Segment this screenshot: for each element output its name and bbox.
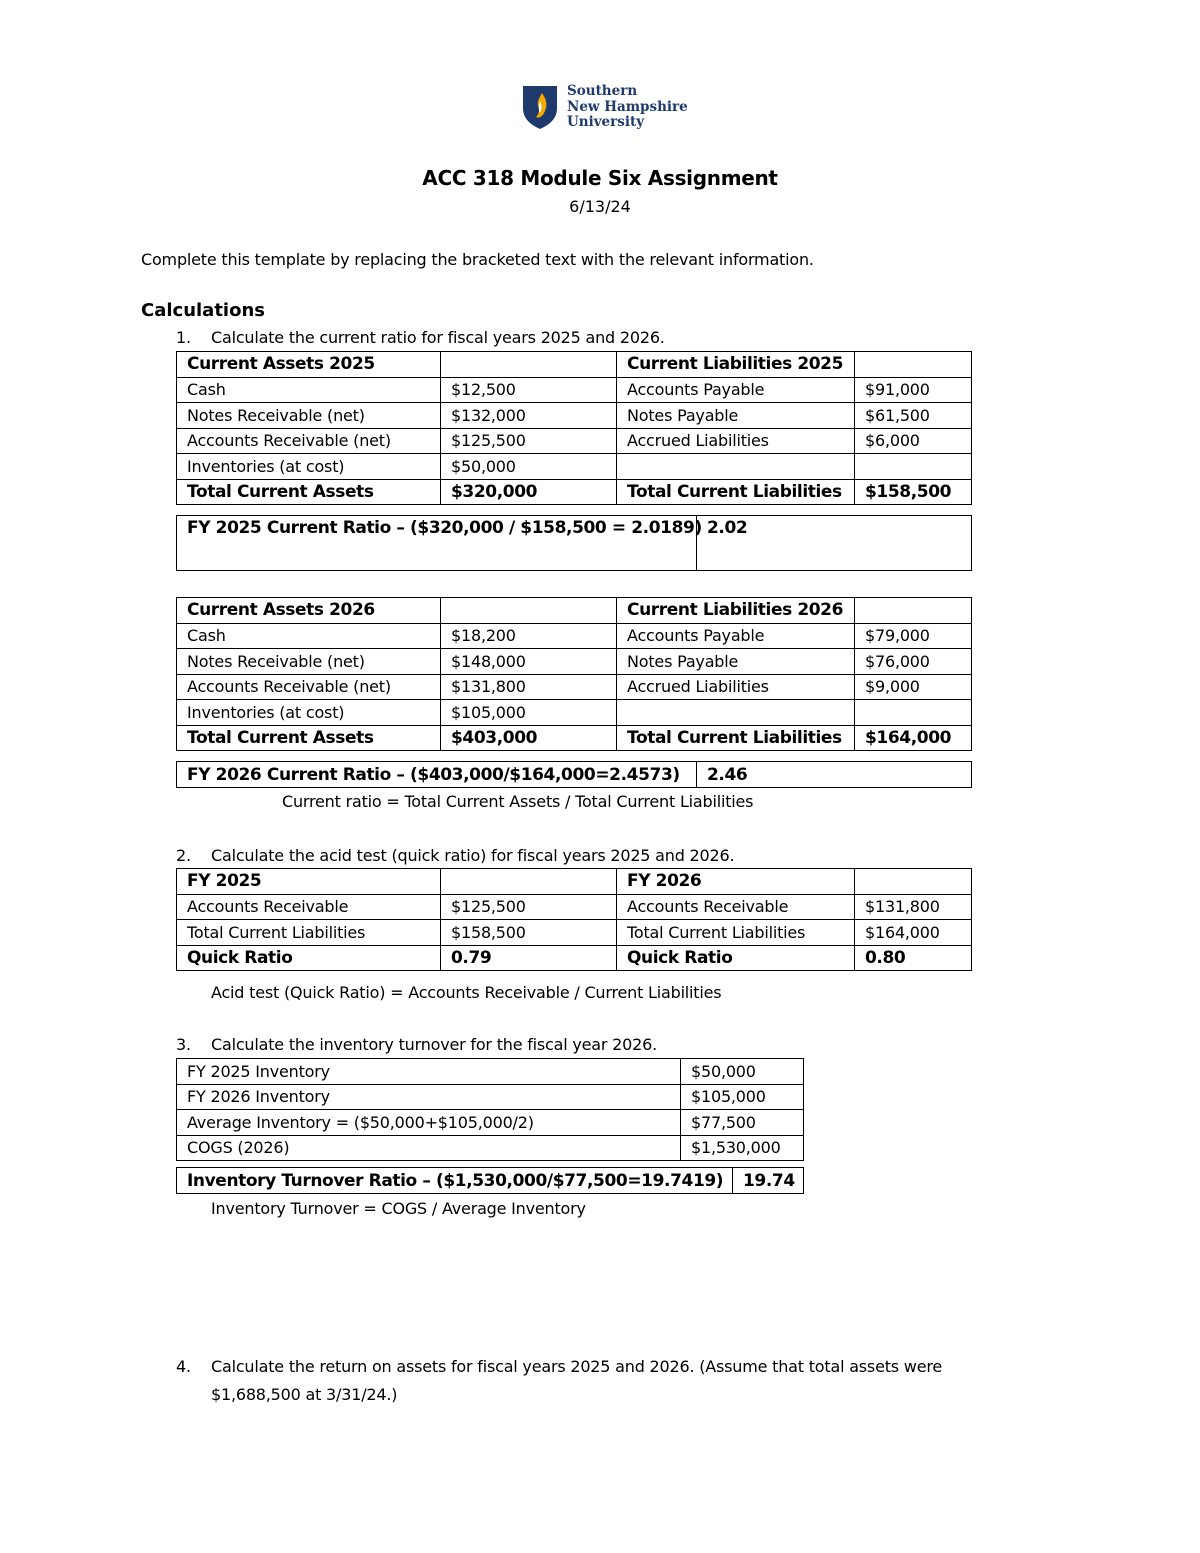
table-cell: Accounts Receivable (net) — [177, 428, 441, 454]
ratio-label: FY 2026 Current Ratio – ($403,000/$164,000=2.4573) — [177, 762, 697, 788]
question-4 — [176, 1353, 942, 1409]
table-cell: $131,800 — [441, 674, 617, 700]
table-cell: Quick Ratio — [177, 945, 441, 971]
table-cell: $131,800 — [855, 894, 972, 920]
question-1 — [176, 328, 665, 347]
table-cell: $9,000 — [855, 674, 972, 700]
table-cell: Total Current Assets — [177, 725, 441, 751]
question-text-continued: $1,688,500 at 3/31/24.) — [211, 1385, 398, 1404]
ratio-value: 2.46 — [697, 762, 972, 788]
question-number: 3. — [176, 1035, 191, 1054]
table-cell: Accrued Liabilities — [617, 674, 855, 700]
table-cell: $320,000 — [441, 479, 617, 505]
table-cell: $79,000 — [855, 623, 972, 649]
table-cell — [617, 454, 855, 480]
table-row — [177, 479, 972, 505]
table-cell: Current Liabilities 2025 — [617, 352, 855, 378]
table-cell: $91,000 — [855, 377, 972, 403]
table-cell: Inventories (at cost) — [177, 454, 441, 480]
university-logo — [521, 84, 688, 131]
table-cell: $18,200 — [441, 623, 617, 649]
table-cell: Notes Payable — [617, 649, 855, 675]
current-ratio-2026-result — [176, 761, 972, 788]
table-cell: Total Current Liabilities — [617, 479, 855, 505]
table-row — [177, 649, 972, 675]
table-cell: $132,000 — [441, 403, 617, 429]
table-cell: Total Current Liabilities — [617, 725, 855, 751]
question-text: Calculate the inventory turnover for the fiscal year 2026. — [211, 1035, 657, 1054]
document-date: 6/13/24 — [569, 197, 631, 216]
table-cell: $403,000 — [441, 725, 617, 751]
table-cell: 0.80 — [855, 945, 972, 971]
table-row — [177, 945, 972, 971]
table-cell: $6,000 — [855, 428, 972, 454]
question-number: 1. — [176, 328, 191, 347]
table-cell — [855, 869, 972, 895]
logo-line-3: University — [567, 114, 645, 130]
section-heading: Calculations — [141, 300, 265, 321]
ratio-value: 2.02 — [697, 516, 972, 571]
table-row — [177, 428, 972, 454]
table-row — [177, 454, 972, 480]
table-row — [177, 869, 972, 895]
table-row — [177, 700, 972, 726]
table-cell: Accounts Receivable — [617, 894, 855, 920]
quick-ratio-formula: Acid test (Quick Ratio) = Accounts Receivable / Current Liabilities — [211, 983, 722, 1002]
table-cell: $125,500 — [441, 428, 617, 454]
table-row — [177, 623, 972, 649]
table-cell: Total Current Assets — [177, 479, 441, 505]
ratio-label: FY 2025 Current Ratio – ($320,000 / $158,500 = 2.0189) — [177, 516, 697, 571]
table-row — [177, 674, 972, 700]
table-cell: $125,500 — [441, 894, 617, 920]
table-cell: $76,000 — [855, 649, 972, 675]
table-row — [177, 1084, 804, 1110]
table-row — [177, 1059, 804, 1085]
table-cell: $164,000 — [855, 725, 972, 751]
current-ratio-formula: Current ratio = Total Current Assets / Total Current Liabilities — [282, 792, 754, 811]
table-cell: COGS (2026) — [177, 1135, 681, 1161]
table-cell: FY 2026 — [617, 869, 855, 895]
table-cell — [855, 700, 972, 726]
table-cell: Total Current Liabilities — [617, 920, 855, 946]
table-cell: $61,500 — [855, 403, 972, 429]
table-cell: $1,530,000 — [681, 1135, 804, 1161]
table-cell: Accounts Receivable (net) — [177, 674, 441, 700]
document-title: ACC 318 Module Six Assignment — [422, 166, 778, 190]
table-cell: FY 2025 Inventory — [177, 1059, 681, 1085]
table-cell: $12,500 — [441, 377, 617, 403]
table-row — [177, 1135, 804, 1161]
table-row — [177, 516, 972, 571]
table-cell: Average Inventory = ($50,000+$105,000/2) — [177, 1110, 681, 1136]
ratio-label: Inventory Turnover Ratio – ($1,530,000/$77,500=19.7419) — [177, 1168, 733, 1194]
table-cell: $105,000 — [441, 700, 617, 726]
question-2 — [176, 846, 734, 865]
table-cell — [855, 352, 972, 378]
table-row — [177, 725, 972, 751]
table-cell: Current Liabilities 2026 — [617, 598, 855, 624]
table-row — [177, 920, 972, 946]
table-cell — [617, 700, 855, 726]
inventory-turnover-result — [176, 1167, 804, 1194]
table-cell — [855, 598, 972, 624]
table-cell: Notes Receivable (net) — [177, 403, 441, 429]
table-cell: $164,000 — [855, 920, 972, 946]
table-cell: $105,000 — [681, 1084, 804, 1110]
table-cell: Notes Payable — [617, 403, 855, 429]
shield-flame-icon — [521, 84, 559, 130]
table-cell — [855, 454, 972, 480]
table-cell: Cash — [177, 623, 441, 649]
table-cell: Accounts Payable — [617, 377, 855, 403]
table-cell: Notes Receivable (net) — [177, 649, 441, 675]
table-cell — [441, 869, 617, 895]
question-text: Calculate the acid test (quick ratio) for fiscal years 2025 and 2026. — [211, 846, 735, 865]
inventory-turnover-formula: Inventory Turnover = COGS / Average Inventory — [211, 1199, 586, 1218]
table-cell: Quick Ratio — [617, 945, 855, 971]
current-ratio-2026-table — [176, 597, 972, 751]
question-text: Calculate the return on assets for fiscal years 2025 and 2026. (Assume that total assets were — [211, 1357, 943, 1376]
question-text: Calculate the current ratio for fiscal years 2025 and 2026. — [211, 328, 665, 347]
table-row — [177, 1110, 804, 1136]
table-cell: $50,000 — [681, 1059, 804, 1085]
table-cell: FY 2026 Inventory — [177, 1084, 681, 1110]
table-cell: Cash — [177, 377, 441, 403]
table-cell — [441, 352, 617, 378]
current-ratio-2025-table — [176, 351, 972, 505]
table-row — [177, 598, 972, 624]
ratio-value: 19.74 — [733, 1168, 804, 1194]
instructions: Complete this template by replacing the bracketed text with the relevant information. — [141, 250, 814, 269]
table-cell: $158,500 — [855, 479, 972, 505]
table-cell — [441, 598, 617, 624]
logo-line-1: Southern — [567, 83, 638, 99]
table-cell: $148,000 — [441, 649, 617, 675]
table-row — [177, 762, 972, 788]
table-row — [177, 377, 972, 403]
current-ratio-2025-result — [176, 515, 972, 571]
table-cell: $158,500 — [441, 920, 617, 946]
question-number: 2. — [176, 846, 191, 865]
table-row — [177, 352, 972, 378]
table-cell: Accrued Liabilities — [617, 428, 855, 454]
table-cell: Current Assets 2026 — [177, 598, 441, 624]
table-row — [177, 403, 972, 429]
table-row — [177, 894, 972, 920]
logo-line-2: New Hampshire — [567, 98, 688, 115]
quick-ratio-table — [176, 868, 972, 971]
table-cell: Accounts Payable — [617, 623, 855, 649]
table-cell: Inventories (at cost) — [177, 700, 441, 726]
table-cell: Total Current Liabilities — [177, 920, 441, 946]
table-cell: FY 2025 — [177, 869, 441, 895]
table-row — [177, 1168, 804, 1194]
table-cell: $77,500 — [681, 1110, 804, 1136]
inventory-turnover-table — [176, 1058, 804, 1161]
table-cell: $50,000 — [441, 454, 617, 480]
question-3 — [176, 1035, 657, 1054]
table-cell: 0.79 — [441, 945, 617, 971]
question-number: 4. — [176, 1357, 191, 1376]
table-cell: Accounts Receivable — [177, 894, 441, 920]
table-cell: Current Assets 2025 — [177, 352, 441, 378]
